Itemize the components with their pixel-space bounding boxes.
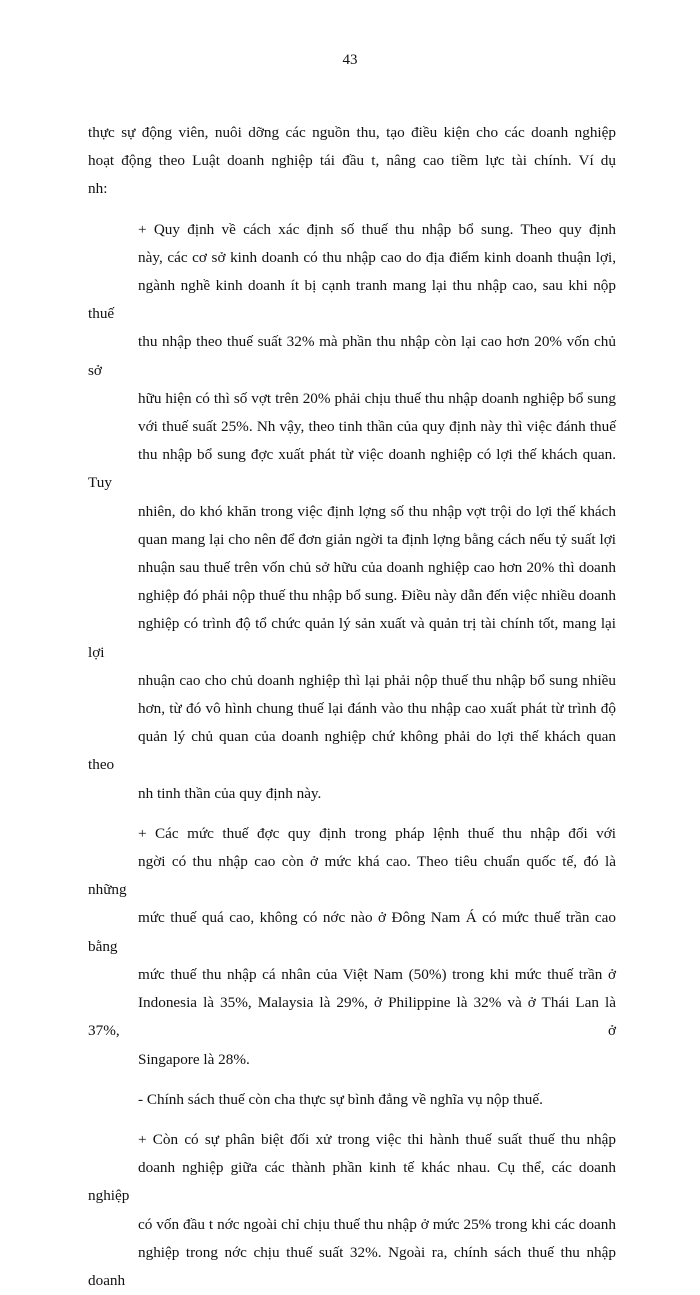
text-line: ngời có thu nhập cao còn ở mức khá cao. Theo tiêu chuẩn quốc tế, đó là những	[88, 853, 616, 899]
text-line: nh:	[88, 180, 108, 198]
text-line: này, các cơ sở kinh doanh có thu nhập cao do địa điểm kinh doanh thuận lợi,	[138, 248, 616, 266]
text-line: có vốn đầu t nớc ngoài chỉ chịu thuế thu nhập ở mức 25% trong khi các doanh	[138, 1215, 616, 1233]
text-line: thực sự động viên, nuôi dỡng các nguồn thu, tạo điều kiện cho các doanh nghiệp	[88, 124, 616, 141]
text-line: nh tinh thần của quy định này.	[138, 784, 322, 802]
text-line: + Các mức thuế đợc quy định trong pháp lệnh thuế thu nhập đối với	[138, 824, 616, 842]
paragraph	[88, 1126, 616, 1295]
text-line: ngành nghề kinh doanh ít bị cạnh tranh mang lại thu nhập cao, sau khi nộp thuế	[88, 277, 616, 323]
text-line: mức thuế quá cao, không có nớc nào ở Đông Nam Á có mức thuế trần cao bằng	[88, 909, 616, 955]
text-line: thu nhập theo thuế suất 32% mà phần thu nhập còn lại cao hơn 20% vốn chủ sở	[88, 333, 616, 379]
paragraph-gap	[88, 1074, 616, 1086]
text-line: thu nhập bổ sung đợc xuất phát từ việc doanh nghiệp có lợi thế khách quan. Tuy	[88, 446, 616, 492]
paragraph	[88, 119, 616, 204]
text-line: quan mang lại cho nên để đơn giản ngời ta định lợng bằng cách nếu tỷ suất lợi	[138, 530, 616, 548]
paragraph	[88, 820, 616, 1074]
text-line: với thuế suất 25%. Nh vậy, theo tinh thần của quy định này thì việc đánh thuế	[138, 418, 616, 436]
text-line: nghiệp đó phải nộp thuế thu nhập bổ sung. Điều này dẫn đến việc nhiều doanh	[138, 587, 616, 605]
text-line: + Còn có sự phân biệt đối xử trong việc thi hành thuế suất thuế thu nhập	[138, 1130, 616, 1148]
text-line: quản lý chủ quan của doanh nghiệp chứ không phải do lợi thế khách quan theo	[88, 728, 616, 774]
text-line: nghiệp có trình độ tổ chức quản lý sản xuất và quản trị tài chính tốt, mang lại lợi	[88, 615, 616, 661]
text-line: Singapore là 28%.	[138, 1050, 250, 1068]
paragraph	[88, 1086, 616, 1114]
text-line: nhiên, do khó khăn trong việc định lợng số thu nhập vợt trội do lợi thế khách	[138, 502, 616, 520]
paragraph-gap	[88, 1114, 616, 1126]
text-line: nhuận sau thuế trên vốn chủ sở hữu của doanh nghiệp cao hơn 20% thì doanh	[138, 559, 616, 577]
paragraph	[88, 216, 616, 808]
text-line: mức thuế thu nhập cá nhân của Việt Nam (50%) trong khi mức thuế trần ở	[138, 965, 616, 983]
text-line: doanh nghiệp giữa các thành phần kinh tế khác nhau. Cụ thể, các doanh nghiệp	[88, 1159, 616, 1205]
text-line: hơn, từ đó vô hình chung thuế lại đánh vào thu nhập cao xuất phát từ trình độ	[138, 700, 616, 718]
document-body	[88, 119, 616, 1295]
paragraph-gap	[88, 204, 616, 216]
text-line: nghiệp trong nớc chịu thuế suất 32%. Ngoài ra, chính sách thuế thu nhập doanh	[88, 1243, 616, 1289]
paragraph-gap	[88, 808, 616, 820]
text-line: - Chính sách thuế còn cha thực sự bình đẳng về nghĩa vụ nộp thuế.	[138, 1090, 543, 1108]
text-line: Indonesia là 35%, Malaysia là 29%, ở Philippine là 32% và ở Thái Lan là 37%, ở	[88, 994, 616, 1040]
text-line: + Quy định về cách xác định số thuế thu nhập bổ sung. Theo quy định	[138, 220, 616, 238]
text-line: hữu hiện có thì số vợt trên 20% phải chịu thuế thu nhập doanh nghiệp bổ sung	[138, 389, 616, 407]
page-number: 43	[342, 52, 358, 68]
text-line: nhuận cao cho chủ doanh nghiệp thì lại phải nộp thuế thu nhập bổ sung nhiều	[138, 671, 616, 689]
text-line: hoạt động theo Luật doanh nghiệp tái đầu t, nâng cao tiềm lực tài chính. Ví dụ	[88, 152, 616, 170]
